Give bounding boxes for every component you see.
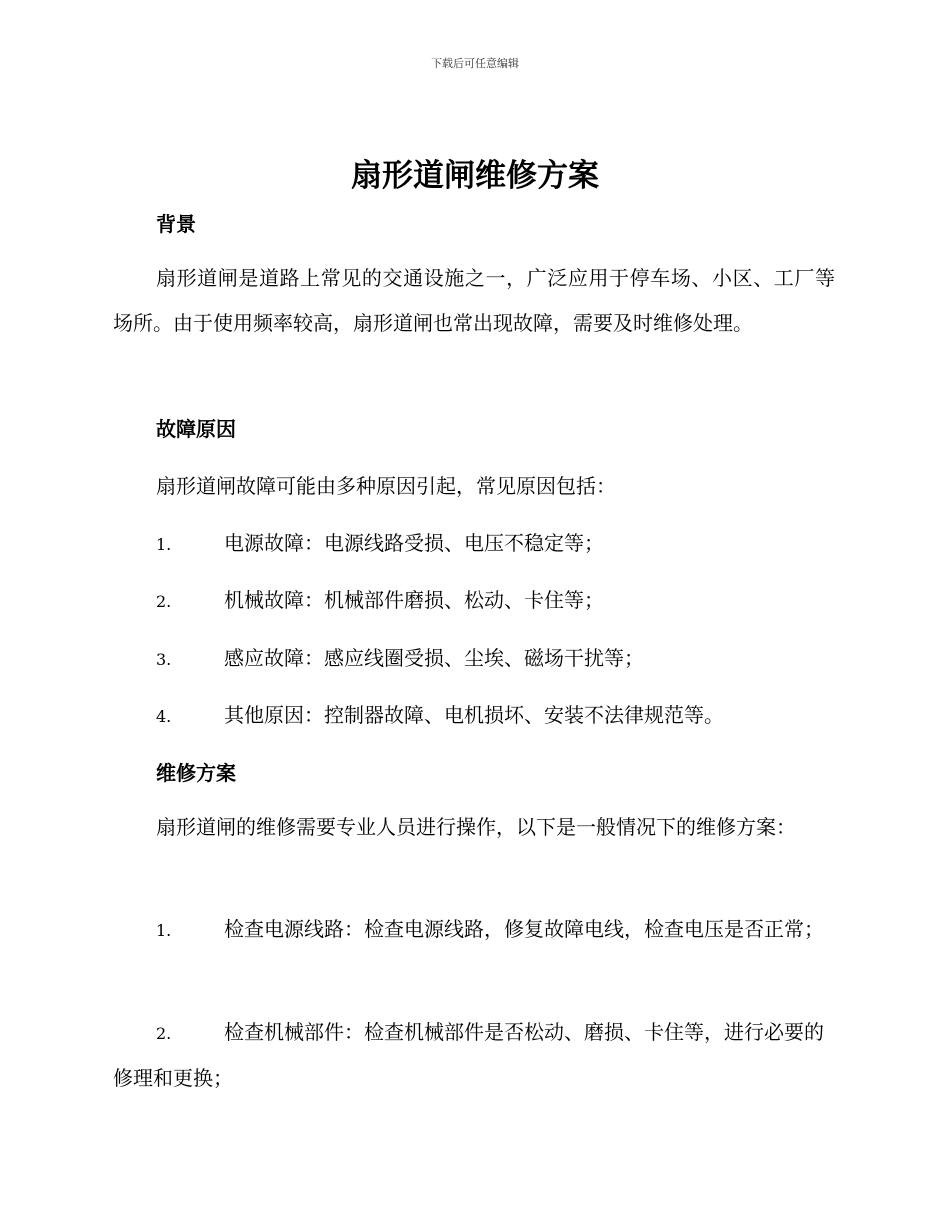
list-number: 3. <box>156 650 172 669</box>
list-item-text: 电源故障：电源线路受损、电压不稳定等； <box>224 531 604 555</box>
list-number: 2. <box>156 1024 172 1043</box>
list-item-text: 感应故障：感应线圈受损、尘埃、磁场干扰等； <box>224 646 644 670</box>
cause-list-item <box>156 642 644 671</box>
list-item-text: 检查电源线路：检查电源线路，修复故障电线，检查电压是否正常； <box>224 917 824 941</box>
section-heading-background: 背景 <box>156 212 196 236</box>
list-item-text: 机械故障：机械部件磨损、松动、卡住等； <box>224 588 604 612</box>
list-number: 4. <box>156 707 172 726</box>
background-paragraph: 扇形道闸是道路上常见的交通设施之一，广泛应用于停车场、小区、工厂等场所。由于使用频率较高，扇形道闸也常出现故障，需要及时维修处理。 <box>113 266 835 335</box>
cause-list-item <box>156 699 724 728</box>
list-item-text: 检查机械部件：检查机械部件是否松动、磨损、卡住等，进行必要的修理和更换； <box>113 1020 824 1090</box>
plan-list-item <box>113 1010 835 1101</box>
page-header-note: 下载后可任意编辑 <box>431 57 519 70</box>
cause-list-item <box>156 527 604 556</box>
causes-intro: 扇形道闸故障可能由多种原因引起，常见原因包括： <box>156 474 616 498</box>
cause-list-item <box>156 584 604 613</box>
plan-list-item <box>113 907 835 953</box>
section-heading-causes: 故障原因 <box>156 417 236 441</box>
document-title: 扇形道闸维修方案 <box>351 158 599 194</box>
section-heading-plan: 维修方案 <box>156 761 236 785</box>
plan-intro-paragraph: 扇形道闸的维修需要专业人员进行操作，以下是一般情况下的维修方案： <box>156 815 796 839</box>
list-number: 1. <box>156 535 172 554</box>
list-number: 2. <box>156 592 172 611</box>
list-number: 1. <box>156 921 172 940</box>
list-item-text: 其他原因：控制器故障、电机损坏、安装不法律规范等。 <box>224 703 724 727</box>
